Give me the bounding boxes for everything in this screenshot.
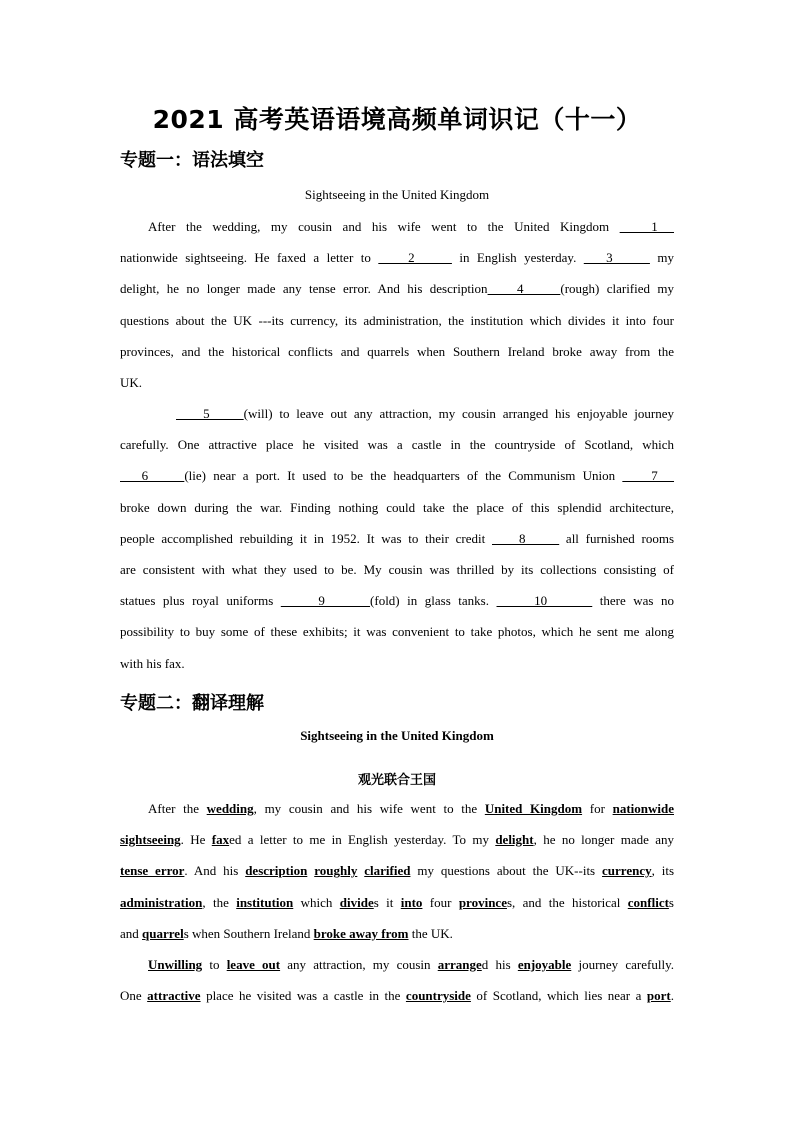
passage-text: (lie) near a port. It used to be the headquarters of the Communism Union	[184, 468, 623, 484]
passage-text: , he no longer made any	[533, 832, 674, 848]
passage-text: s	[668, 894, 674, 910]
keyword: conflict	[627, 894, 669, 910]
keyword: countryside	[405, 988, 471, 1004]
keyword: nationwide	[612, 801, 674, 816]
text-line	[120, 398, 674, 429]
keyword: arrange	[437, 956, 482, 972]
passage-text: journey carefully.	[571, 956, 674, 972]
passage-text: people accomplished rebuilding it in 1952. It was to their credit	[120, 530, 492, 546]
keyword: administration	[120, 894, 203, 910]
passage-text: carefully. One attractive place he visited was a castle in the countryside of Scotland, which	[120, 437, 674, 453]
section-heading-grammar: 专题一：语法填空	[120, 150, 264, 171]
passage-text: . He	[180, 832, 212, 848]
passage-text: my questions about the UK--its	[410, 863, 603, 879]
chinese-title: 观光联合王国	[357, 773, 436, 788]
text-line	[120, 523, 674, 554]
keyword: broke away from	[313, 925, 409, 941]
keyword: leave out	[226, 956, 281, 972]
text-line	[120, 242, 674, 273]
keyword: fax	[211, 832, 230, 848]
translation-line	[120, 918, 674, 949]
translation-line	[120, 949, 674, 980]
translation-line	[120, 855, 674, 886]
keyword: province	[458, 894, 507, 910]
passage-text: After the wedding, my cousin and his wife went to the United Kingdom	[148, 219, 620, 234]
keyword: Unwilling	[148, 956, 203, 972]
text-line	[120, 429, 674, 460]
keyword: sightseeing	[120, 832, 181, 848]
text-line	[120, 648, 674, 679]
text-line	[120, 273, 674, 304]
keyword: port	[646, 988, 671, 1004]
passage-text: for	[582, 801, 613, 816]
passage-text: s it	[373, 894, 401, 910]
answer-blank[interactable]: 1	[619, 219, 674, 234]
keyword: currency	[602, 863, 652, 879]
passage-text: to	[202, 956, 227, 972]
passage-text: the UK.	[408, 925, 453, 941]
passage-text: there was no	[592, 593, 675, 609]
passage-text: my	[649, 250, 674, 266]
keyword: description	[245, 863, 308, 879]
keyword: wedding	[206, 801, 254, 816]
passage-title: Sightseeing in the United Kingdom	[304, 187, 490, 202]
text-line	[120, 336, 674, 367]
keyword: divide	[339, 894, 374, 910]
passage-text: place he visited was a castle in the	[200, 988, 406, 1004]
passage-text: delight, he no longer made any tense error. And his description	[120, 281, 488, 297]
answer-blank[interactable]: 5	[176, 406, 244, 421]
passage-text: d his	[481, 956, 518, 972]
text-line	[120, 367, 674, 398]
passage-text: .	[670, 988, 674, 1004]
passage-text: , the	[202, 894, 237, 910]
passage-text: any attraction, my cousin	[280, 956, 438, 972]
passage-text: , my cousin and his wife went to the	[253, 801, 485, 816]
page-title: 2021 高考英语语境高频单词识记（十一）	[152, 105, 642, 134]
passage-text: UK.	[120, 374, 143, 390]
passage-text: are consistent with what they used to be. My cousin was thrilled by its collections consisting of	[120, 561, 674, 577]
passage-text: (rough) clarified my	[560, 281, 674, 297]
passage-text: questions about the UK ---its currency, its administration, the institution which divides it into four	[120, 312, 674, 328]
passage-text: possibility to buy some of these exhibits; it was convenient to take photos, which he sent me along	[120, 624, 674, 640]
passage-text: nationwide sightseeing. He faxed a letter to	[120, 250, 379, 266]
passage-text: statues plus royal uniforms	[120, 593, 281, 609]
keyword: attractive	[147, 988, 201, 1004]
answer-blank[interactable]: 6	[120, 468, 185, 484]
keyword: delight	[495, 832, 534, 848]
passage-text: s, and the historical	[506, 894, 628, 910]
answer-blank[interactable]: 3	[583, 250, 650, 266]
passage-text: provinces, and the historical conflicts and quarrels when Southern Ireland broke away from the	[120, 343, 674, 359]
passage-text: four	[422, 894, 459, 910]
answer-blank[interactable]: 7	[622, 468, 675, 484]
keyword: into	[400, 894, 423, 910]
text-line	[120, 585, 674, 616]
keyword: enjoyable	[517, 956, 572, 972]
cloze-paragraph-2	[120, 398, 674, 679]
passage-text: ed a letter to me in English yesterday. To my	[229, 832, 496, 848]
passage-text: One	[120, 988, 148, 1004]
passage-text: of Scotland, which lies near a	[470, 988, 647, 1004]
passage-text: all furnished rooms	[559, 530, 675, 546]
passage-text: which	[293, 894, 340, 910]
translation-line	[120, 793, 674, 824]
keyword: roughly	[314, 863, 358, 879]
keyword: clarified	[364, 863, 411, 879]
passage-text: . And his	[184, 863, 246, 879]
passage-text: in English yesterday.	[451, 250, 584, 266]
translation-line	[120, 980, 674, 1011]
passage-text: After the	[148, 801, 207, 816]
passage-text: (fold) in glass tanks.	[370, 593, 497, 609]
keyword: United Kingdom	[484, 801, 583, 816]
text-line	[120, 211, 674, 242]
passage-text: broke down during the war. Finding nothing could take the place of this splendid architecture,	[120, 499, 674, 515]
answer-blank[interactable]: 4	[487, 281, 561, 297]
translation-line	[120, 824, 674, 855]
text-line	[120, 492, 674, 523]
answer-blank[interactable]: 9	[280, 593, 371, 609]
cloze-paragraph-1	[120, 211, 674, 398]
passage-text: with his fax.	[120, 655, 185, 671]
answer-blank[interactable]: 8	[492, 530, 560, 546]
keyword: quarrel	[142, 925, 184, 941]
text-line	[120, 554, 674, 585]
answer-blank[interactable]: 10	[496, 593, 593, 609]
section-heading-translation: 专题二：翻译理解	[120, 693, 264, 714]
passage-text: (will) to leave out any attraction, my cousin arranged his enjoyable journey	[243, 406, 674, 421]
text-line	[120, 460, 674, 491]
passage-text: s when Southern Ireland	[183, 925, 314, 941]
answer-blank[interactable]: 2	[378, 250, 452, 266]
keyword: tense error	[120, 863, 185, 879]
passage-text: , its	[651, 863, 675, 879]
text-line	[120, 305, 674, 336]
translation-line	[120, 887, 674, 918]
keyword: institution	[236, 894, 294, 910]
text-line	[120, 616, 674, 647]
translation-paragraph	[120, 793, 674, 1011]
passage-text: and	[120, 925, 143, 941]
translation-passage-title: Sightseeing in the United Kingdom	[300, 728, 494, 743]
